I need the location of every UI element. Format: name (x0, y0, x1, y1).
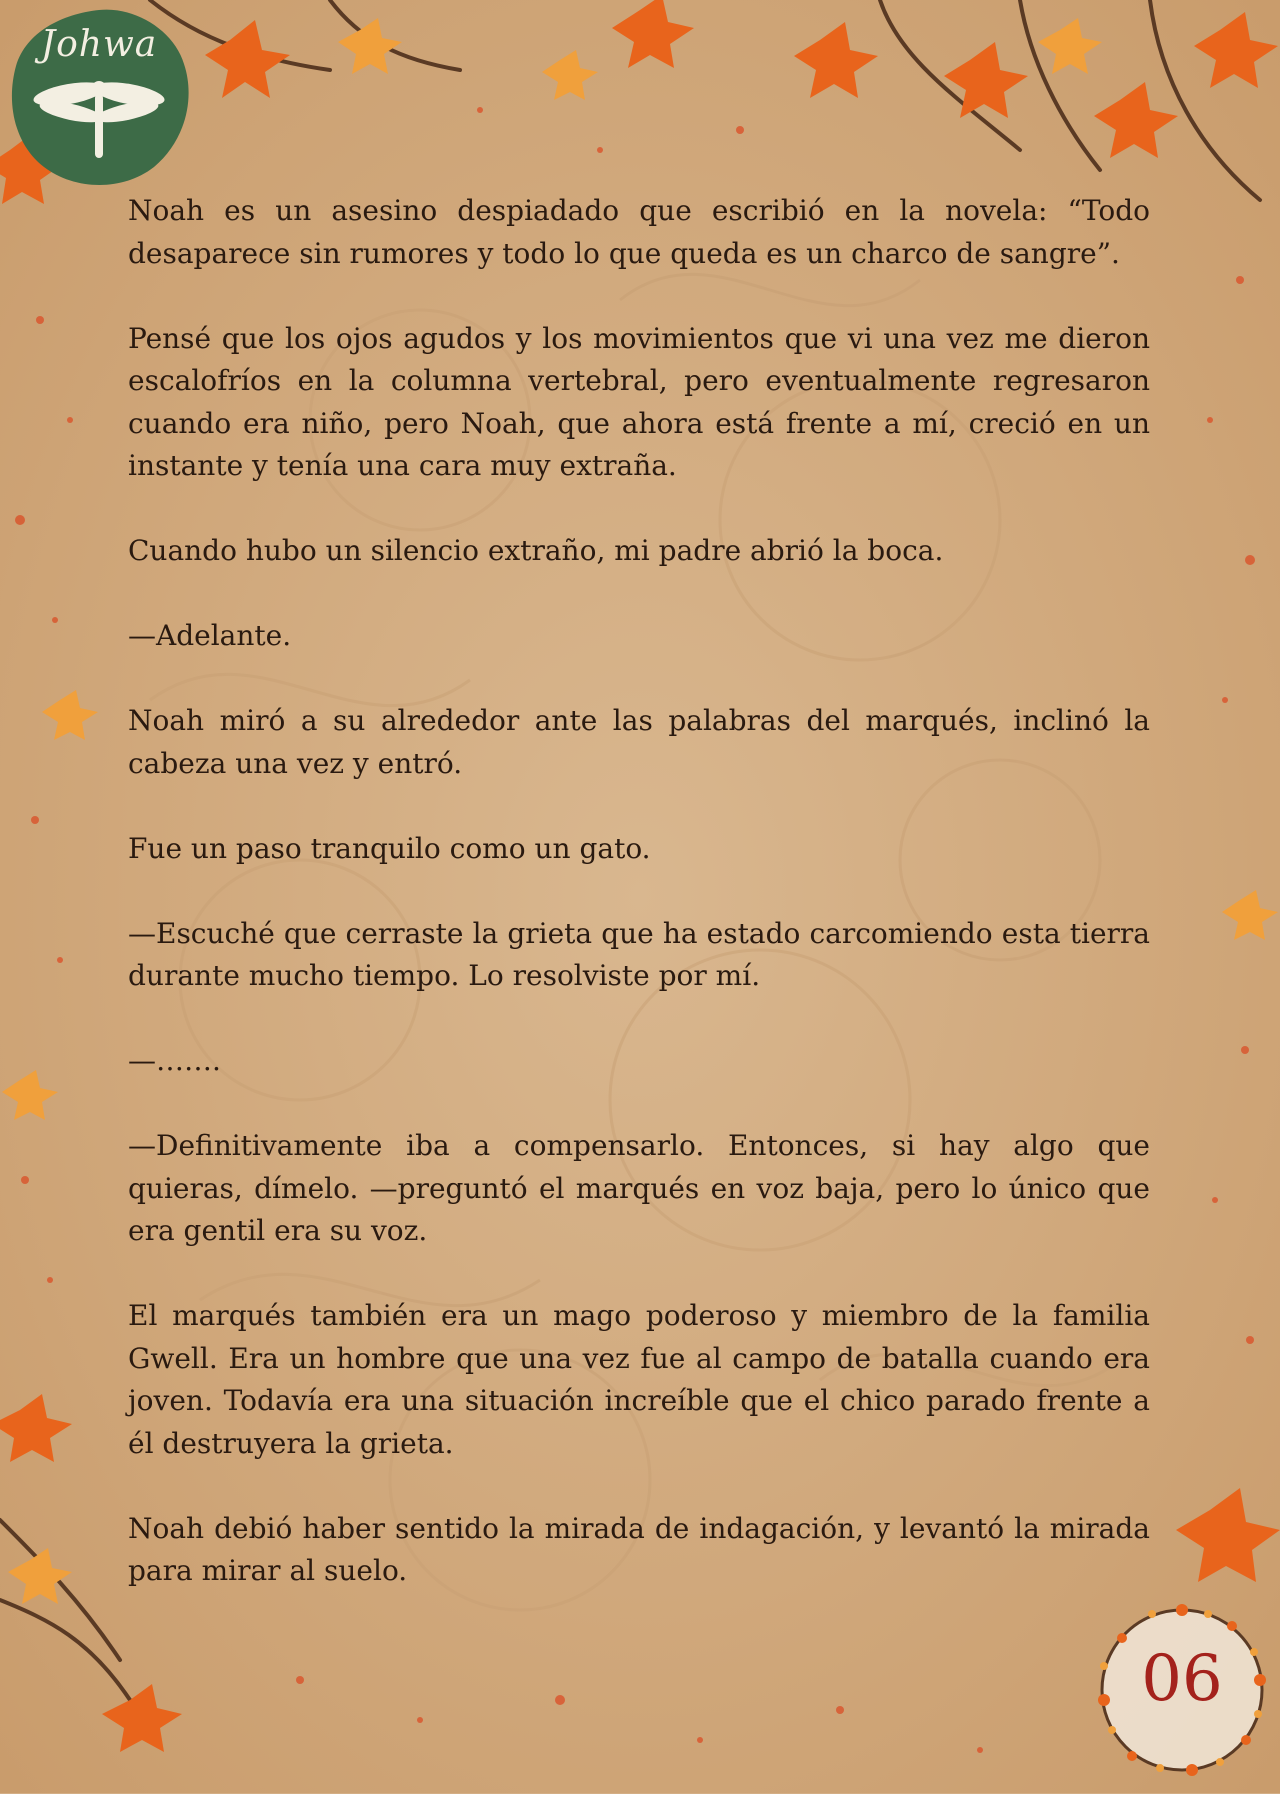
paragraph: —……. (128, 1044, 221, 1077)
dragonfly-icon (29, 72, 169, 162)
brand-name: Johwa (40, 24, 158, 65)
paragraph: —Escuché que cerraste la grieta que ha estado carcomiendo esta tierra durante mucho tiempo. Lo resolviste por mí. (128, 916, 1150, 992)
page-number-badge (1082, 1590, 1280, 1790)
paragraph: Fue un paso tranquilo como un gato. (128, 831, 651, 865)
story-text (128, 190, 1150, 1635)
page-number: 06 (1141, 1642, 1223, 1716)
paragraph: Noah debió haber sentido la mirada de indagación, y levantó la mirada para mirar al suelo. (128, 1511, 1150, 1587)
paragraph: Noah es un asesino despiadado que escribió en la novela: “Todo desaparece sin rumores y todo lo que queda es un charco de sangre”. (128, 194, 1150, 270)
paragraph: El marqués también era un mago poderoso y miembro de la familia Gwell. Era un hombre que una vez fue al campo de batalla cuando era joven. Todavía era una situación increíble que el chico parado frente a él destruyera la grieta. (128, 1299, 1150, 1460)
paragraph: Pensé que los ojos agudos y los movimientos que vi una vez me dieron escalofríos en la columna vertebral, pero eventualmente regresaron cuando era niño, pero Noah, que ahora está frente a mí, creció en un instante y tenía una cara muy extraña. (128, 321, 1150, 482)
paragraph: —Adelante. (128, 619, 292, 652)
paragraph: Cuando hubo un silencio extraño, mi padre abrió la boca. (128, 534, 944, 567)
brand-logo (4, 2, 194, 192)
paragraph: Noah miró a su alrededor ante las palabras del marqués, inclinó la cabeza una vez y entró. (128, 704, 1150, 780)
paragraph: —Definitivamente iba a compensarlo. Entonces, si hay algo que quieras, dímelo. —preguntó el marqués en voz baja, pero lo único que era gentil era su voz. (128, 1129, 1150, 1247)
